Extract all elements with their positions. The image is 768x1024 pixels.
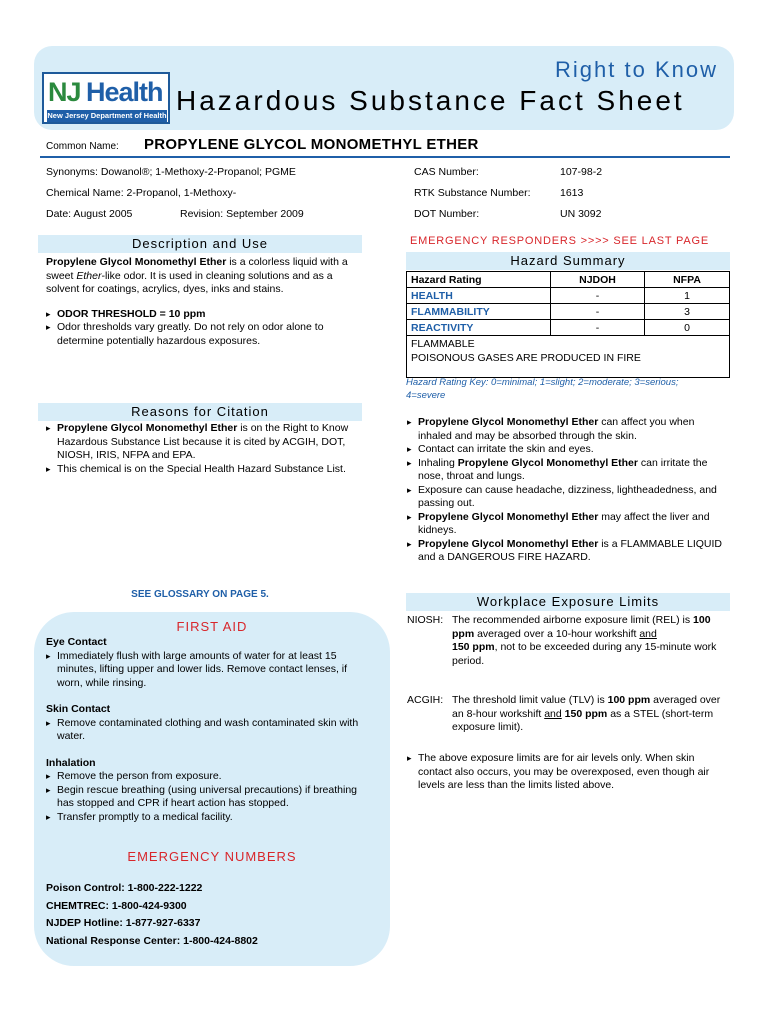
text-underlined: and [639, 627, 657, 640]
list-item [407, 752, 725, 793]
eye-contact-heading: Eye Contact [46, 636, 107, 648]
rel-value: 150 ppm [452, 641, 495, 653]
right-to-know-title: Right to Know [555, 57, 718, 82]
hazard-table [406, 271, 730, 378]
hazard-note: POISONOUS GASES ARE PRODUCED IN FIRE [411, 352, 641, 364]
table-row [407, 288, 730, 304]
njdoh-value: - [551, 320, 645, 336]
rtk-value: 1613 [560, 187, 584, 199]
emergency-responders-note: EMERGENCY RESPONDERS >>>> SEE LAST PAGE [410, 235, 709, 247]
list-item [46, 650, 362, 691]
hazard-name: HEALTH [407, 288, 551, 304]
logo-subtitle: New Jersey Department of Health [47, 111, 167, 120]
citation-header: Reasons for Citation [38, 403, 362, 421]
substance-name: Propylene Glycol Monomethyl Ether [418, 537, 599, 550]
substance-name: Propylene Glycol Monomethyl Ether [418, 510, 599, 523]
first-aid-content [46, 636, 362, 824]
text: Remove contaminated clothing and wash contaminated skin with water. [57, 716, 359, 742]
hazard-name: REACTIVITY [407, 320, 551, 336]
list-item [407, 416, 725, 443]
text: is a FLAMMABLE LIQUID and a DANGEROUS FIRE HAZARD. [418, 537, 722, 563]
rel-value: 100 ppm [452, 614, 711, 640]
column-header: NJDOH [551, 272, 645, 288]
text: can irritate the nose, throat and lungs. [418, 456, 708, 482]
hazard-note: FLAMMABLE [411, 338, 475, 350]
description-header: Description and Use [38, 235, 362, 253]
hazard-rating-key: Hazard Rating Key: 0=minimal; 1=slight; 2=moderate; 3=serious; 4=severe [406, 377, 679, 401]
list-item [46, 422, 350, 463]
text: can affect you when inhaled and may be absorbed through the skin. [418, 416, 695, 442]
nj-health-logo [42, 72, 170, 124]
emergency-numbers-title: EMERGENCY NUMBERS [127, 849, 297, 864]
phone-number: National Response Center: 1-800-424-8802 [46, 934, 258, 947]
text: Contact can irritate the skin and eyes. [418, 443, 594, 455]
niosh-text [452, 614, 724, 668]
glossary-link[interactable]: SEE GLOSSARY ON PAGE 5. [131, 589, 269, 600]
tlv-value: 100 ppm [607, 694, 651, 706]
text: Begin rescue breathing (using universal precautions) if breathing has stopped and CPR if heart action has stopped. [57, 783, 358, 809]
text: Remove the person from exposure. [57, 770, 222, 782]
acgih-text [452, 694, 724, 735]
page-title: Hazardous Substance Fact Sheet [176, 85, 685, 116]
synonyms: Synonyms: Dowanol®; 1-Methoxy-2-Propanol; PGME [46, 166, 296, 178]
common-name-label: Common Name: [46, 141, 119, 152]
text: averaged over an 8-hour workshift [452, 694, 721, 720]
phone-number: Poison Control: 1-800-222-1222 [46, 882, 203, 894]
logo-nj: NJ [48, 77, 81, 107]
list-item [46, 770, 362, 784]
exposure-limits-header: Workplace Exposure Limits [406, 593, 730, 611]
text: This chemical is on the Special Health Hazard Substance List. [57, 462, 346, 475]
divider [40, 156, 730, 158]
common-name-value: PROPYLENE GLYCOL MONOMETHYL ETHER [144, 136, 479, 153]
column-header: Hazard Rating [407, 272, 551, 288]
dot-value: UN 3092 [560, 208, 602, 220]
phone-number: NJDEP Hotline: 1-877-927-6337 [46, 917, 201, 929]
table-header-row [407, 272, 730, 288]
text-italic: Ether [76, 269, 102, 282]
list-item [407, 511, 725, 538]
list-item [46, 321, 364, 348]
text: -like odor. It is used in cleaning solutions and as a solvent for coatings, acrylics, dyes, inks and stains. [46, 269, 333, 295]
hazard-notes [407, 336, 730, 378]
acgih-label: ACGIH: [407, 694, 444, 706]
niosh-label: NIOSH: [407, 614, 444, 626]
table-row [407, 336, 730, 378]
rtk-label: RTK Substance Number: [414, 187, 531, 199]
list-item [407, 443, 725, 457]
njdoh-value: - [551, 304, 645, 320]
text: is a colorless liquid with a sweet [46, 256, 348, 282]
nfpa-value: 1 [645, 288, 730, 304]
text: The threshold limit value (TLV) is [452, 694, 608, 706]
first-aid-title: FIRST AID [176, 619, 248, 634]
text: is on the Right to Know Hazardous Substance List because it is cited by ACGIH, DOT, NIOSH, IRIS, NFPA and EPA. [57, 422, 349, 461]
text: may affect the liver and kidneys. [418, 510, 710, 536]
text: Transfer promptly to a medical facility. [57, 810, 233, 823]
table-row [407, 304, 730, 320]
date: Date: August 2005 [46, 208, 133, 220]
revision: Revision: September 2009 [180, 208, 304, 220]
description-text [46, 256, 364, 348]
column-header: NFPA [645, 272, 730, 288]
text: The recommended airborne exposure limit (REL) is [452, 614, 694, 626]
substance-name: Propylene Glycol Monomethyl Ether [457, 456, 638, 469]
chemical-name: Chemical Name: 2-Propanol, 1-Methoxy- [46, 187, 237, 199]
emergency-numbers-list [46, 880, 258, 950]
text: The above exposure limits are for air levels only. When skin contact also occurs, you may be overexposed, even though air levels are less than the limits listed above. [418, 752, 710, 791]
list-item [407, 538, 725, 565]
list-item [407, 457, 725, 484]
odor-threshold: ODOR THRESHOLD = 10 ppm [57, 307, 206, 320]
list-item [46, 784, 362, 811]
nfpa-value: 3 [645, 304, 730, 320]
hazard-summary-header: Hazard Summary [406, 252, 730, 270]
text: Inhaling [418, 456, 458, 469]
dot-label: DOT Number: [414, 208, 480, 220]
list-item [46, 463, 350, 477]
njdoh-value: - [551, 288, 645, 304]
substance-name: Propylene Glycol Monomethyl Ether [46, 256, 227, 268]
skin-contact-heading: Skin Contact [46, 703, 111, 715]
cas-label: CAS Number: [414, 166, 479, 178]
list-item [407, 484, 725, 511]
table-row [407, 320, 730, 336]
text: , not to be exceeded during any 15-minute work period. [452, 641, 717, 667]
citation-text [46, 422, 350, 476]
stel-value: 150 ppm [561, 707, 608, 720]
substance-name: Propylene Glycol Monomethyl Ether [418, 416, 599, 428]
logo-health: Health [86, 77, 163, 107]
hazard-name: FLAMMABILITY [407, 304, 551, 320]
text: Immediately flush with large amounts of water for at least 15 minutes, lifting upper and lower lids. Remove contact lenses, if worn, while rinsing. [57, 649, 348, 689]
substance-name: Propylene Glycol Monomethyl Ether [57, 422, 238, 434]
text-underlined: and [544, 707, 562, 720]
health-effects [407, 416, 725, 565]
list-item [46, 308, 364, 322]
list-item [46, 717, 362, 744]
cas-value: 107-98-2 [560, 166, 603, 178]
inhalation-heading: Inhalation [46, 756, 96, 769]
phone-number: CHEMTREC: 1-800-424-9300 [46, 899, 187, 912]
nfpa-value: 0 [645, 320, 730, 336]
list-item [46, 811, 362, 825]
text: Odor thresholds vary greatly. Do not rely on odor alone to determine potentially hazardous exposures. [57, 321, 324, 347]
limits-note [407, 752, 725, 793]
text: Exposure can cause headache, dizziness, lightheadedness, and passing out. [418, 483, 717, 509]
text: averaged over a 10-hour workshift [474, 627, 640, 640]
text: as a STEL (short-term exposure limit). [452, 707, 714, 733]
